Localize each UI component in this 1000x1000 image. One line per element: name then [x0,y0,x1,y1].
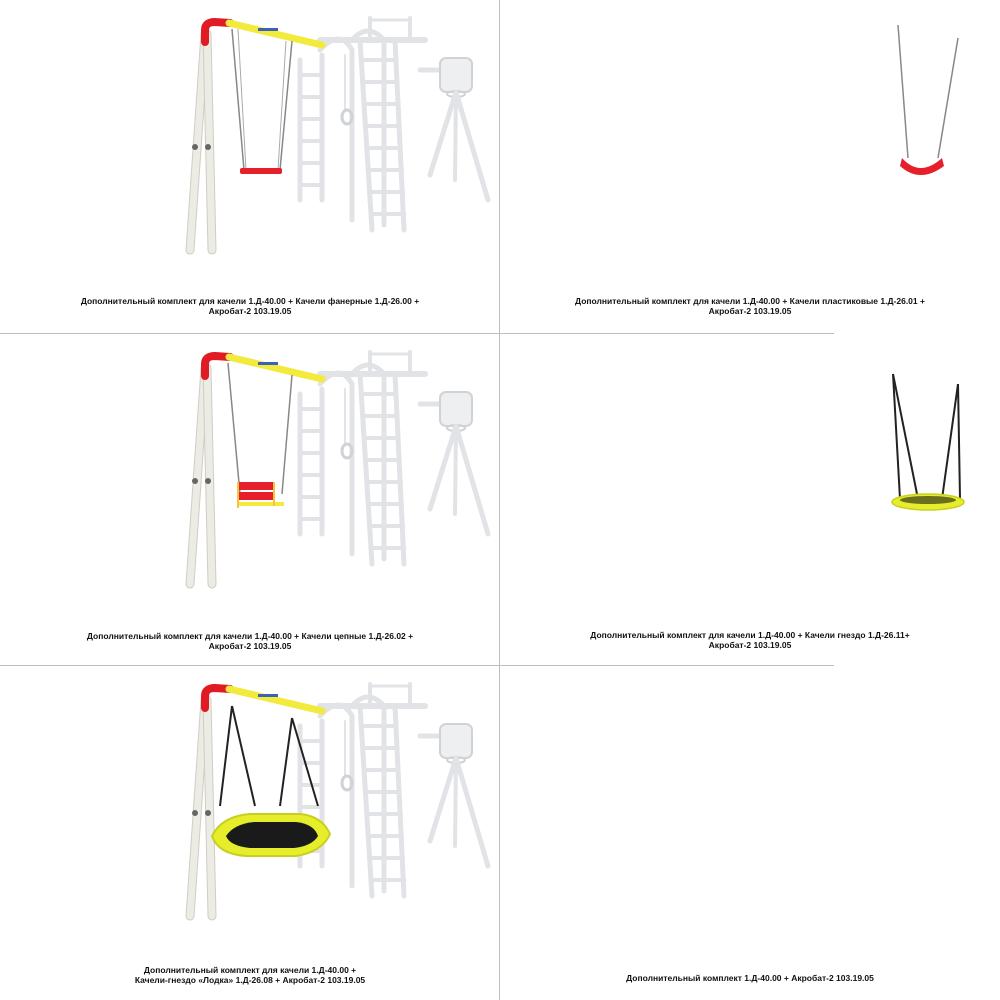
scene-group [190,352,488,584]
caption-line: Акробат-2 103.19.05 [208,306,292,316]
scene-group [892,352,1000,584]
bar-yellow-beam [229,689,322,711]
plank-seat [240,168,282,174]
caption-line: Акробат-2 103.19.05 [208,641,292,651]
scene-group [190,18,488,250]
frame-tube [456,92,488,200]
swing-chain [228,363,292,494]
pole-left-back [207,34,212,250]
caption-line: Дополнительный комплект для качели 1.Д-40.00 + Качели цепные 1.Д-26.02 + [86,631,414,641]
caption-line: Дополнительный комплект для качели 1.Д-40.00 + Качели фанерные 1.Д-26.00 + [80,296,420,306]
product-cell-plastic-swing[interactable] [500,0,1000,333]
frame-tube [360,40,372,230]
caption-line: Акробат-2 103.19.05 [708,306,792,316]
frame-tube [395,706,404,896]
caption-line: Качели-гнездо «Лодка» 1.Д-26.08 + Акробат-2 103.19.05 [134,975,366,985]
swing-frame [190,688,330,916]
swing-chain [898,25,958,158]
nest-rope [893,374,960,499]
frame-tube [455,426,456,514]
product-illustration [500,334,1000,665]
frame-tube [320,373,352,554]
chain-seat-back [238,482,274,490]
product-cell-nest-swing[interactable] [500,334,1000,665]
product-caption [500,973,1000,983]
plastic-seat [900,158,944,175]
frame-tube [395,40,404,230]
pole-bolt [205,478,211,484]
pole-bolt [192,810,198,816]
product-caption [0,296,500,316]
frame-tube [455,758,456,846]
bar-yellow-beam [229,23,322,45]
frame-tube [456,758,488,866]
climbing-frame-ghost [300,18,488,230]
product-illustration [0,0,500,333]
chain-seat-back [238,492,274,500]
frame-tube [320,39,352,220]
pole-left-back [207,700,212,916]
brand-sticker [258,28,278,31]
swing-seat-group [898,25,958,175]
swing-chain [232,29,292,170]
product-illustration [0,334,500,665]
product-illustration [500,666,1000,1000]
scene-group [190,684,488,916]
gym-ring [342,110,352,124]
chain-seat-base [238,502,284,506]
product-caption [0,631,500,651]
frame-tube [360,706,372,896]
frame-tube [430,758,456,841]
caption-line: Акробат-2 103.19.05 [708,640,792,650]
product-cell-plank-swing[interactable] [0,0,500,333]
basketball-backboard [440,392,472,426]
pole-bolt [192,478,198,484]
pole-left-front [190,700,205,916]
boat-net [226,822,318,848]
brand-sticker [258,362,278,365]
bar-yellow-beam [229,357,322,379]
product-illustration [500,0,1000,333]
frame-tube [455,92,456,180]
basketball-backboard [440,724,472,758]
pole-bolt [192,144,198,150]
frame-tube [360,374,372,564]
frame-tube [430,92,456,175]
brand-sticker [258,694,278,697]
product-cell-chain-swing[interactable] [0,334,500,665]
climbing-frame-ghost [300,684,488,896]
nest-net [900,496,956,504]
boat-rope [220,706,318,806]
gym-ring [342,444,352,458]
pole-left-front [190,368,205,584]
pole-left-back [207,368,212,584]
caption-line: Дополнительный комплект для качели 1.Д-40.00 + [143,965,357,975]
caption-line: Дополнительный комплект для качели 1.Д-40.00 + Качели гнездо 1.Д-26.11+ [590,630,910,640]
product-cell-boat-swing[interactable] [0,666,500,1000]
product-caption [500,296,1000,316]
product-illustration [0,666,500,1000]
frame-tube [430,426,456,509]
gym-ring [342,776,352,790]
caption-line: Дополнительный комплект 1.Д-40.00 + Акробат-2 103.19.05 [626,973,874,983]
swing-chain [238,29,286,170]
product-caption [0,965,500,985]
pole-bolt [205,810,211,816]
caption-line: Дополнительный комплект для качели 1.Д-40.00 + Качели пластиковые 1.Д-26.01 + [575,296,925,306]
frame-tube [395,374,404,564]
frame-tube [320,705,352,886]
pole-left-front [190,34,205,250]
product-cell-frame-only[interactable] [500,666,1000,1000]
basketball-backboard [440,58,472,92]
product-caption [500,630,1000,650]
pole-bolt [205,144,211,150]
frame-tube [456,426,488,534]
swing-frame [892,356,1000,584]
climbing-frame-ghost [300,352,488,564]
